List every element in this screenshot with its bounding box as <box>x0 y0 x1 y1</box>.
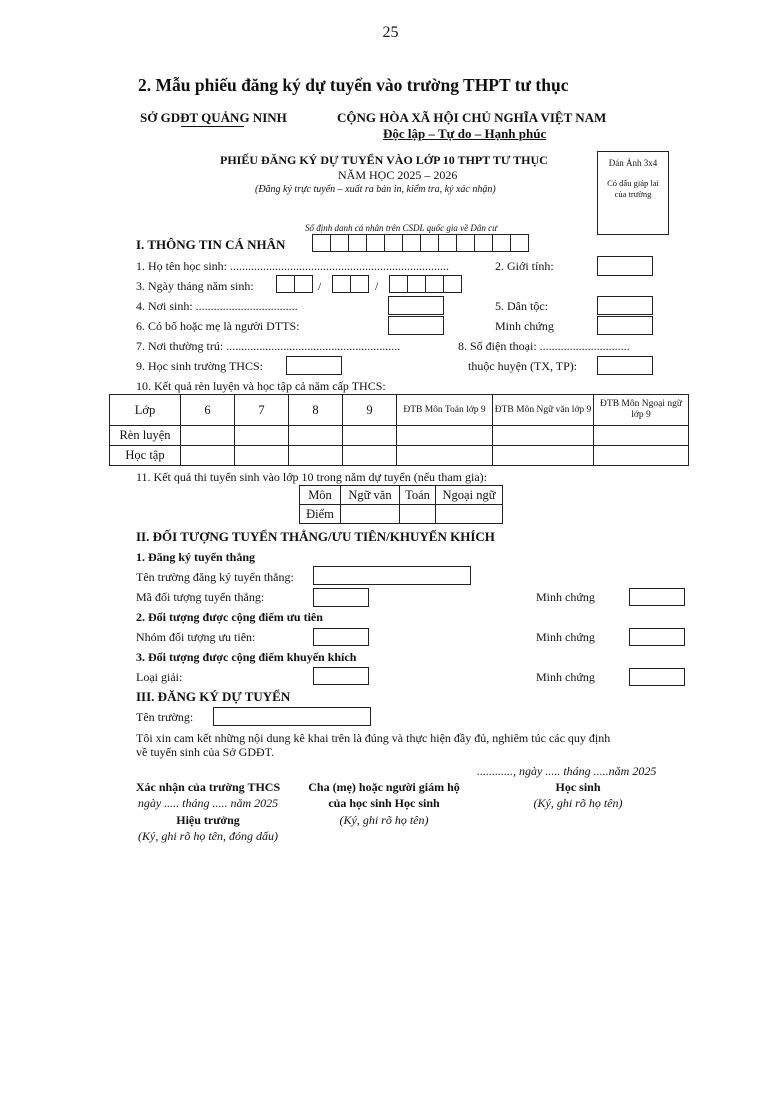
id-cell[interactable] <box>438 234 457 252</box>
cell[interactable] <box>235 446 289 466</box>
page-number: 25 <box>382 24 399 41</box>
birthplace-box[interactable] <box>388 296 444 315</box>
row-conduct: Rèn luyện <box>110 426 181 446</box>
dob-cell[interactable] <box>332 275 351 293</box>
direct-code-box[interactable] <box>313 588 369 607</box>
cell[interactable] <box>493 426 594 446</box>
award-type-label: Loại giải: <box>136 670 183 684</box>
cell[interactable] <box>594 426 689 446</box>
dob-cell[interactable] <box>350 275 369 293</box>
cell[interactable] <box>400 505 436 524</box>
cell[interactable] <box>397 446 493 466</box>
section3-title: III. ĐĂNG KÝ DỰ TUYỂN <box>136 689 291 704</box>
dob-slash: / <box>375 279 379 293</box>
cell[interactable] <box>289 446 343 466</box>
school-year: NĂM HỌC 2025 – 2026 <box>338 168 458 182</box>
encouragement-heading: 3. Đối tượng được cộng điểm khuyến khích <box>136 650 357 664</box>
dob-cell[interactable] <box>389 275 408 293</box>
cell[interactable] <box>181 446 235 466</box>
department-name: SỞ GDĐT QUẢNG NINH <box>140 110 287 125</box>
id-cell[interactable] <box>510 234 529 252</box>
award-type-box[interactable] <box>313 667 369 685</box>
form-subtitle: (Đăng ký trực tuyến – xuất ra bản in, kiểm tra, ký xác nhận) <box>255 184 496 195</box>
direct-school-label: Tên trường đăng ký tuyển thẳng: <box>136 570 294 584</box>
photo-box-label: Dán Ảnh 3x4 <box>608 158 658 168</box>
id-number-cells[interactable] <box>312 234 528 252</box>
middle-school-box[interactable] <box>286 356 342 375</box>
direct-school-box[interactable] <box>313 566 471 585</box>
section2-title: II. ĐỐI TƯỢNG TUYỂN THẲNG/ƯU TIÊN/KHUYẾN KHÍCH <box>136 529 495 544</box>
th-7: 7 <box>235 395 289 426</box>
photo-box <box>597 151 669 235</box>
target-school-label: Tên trường: <box>136 710 194 724</box>
photo-box-note: Có dấu giáp lai của trường <box>607 178 659 199</box>
direct-admission-heading: 1. Đăng ký tuyển thẳng <box>136 550 256 564</box>
cell[interactable] <box>594 446 689 466</box>
department-underline <box>181 126 244 127</box>
th-9: 9 <box>343 395 397 426</box>
evidence-label: Minh chứng <box>495 319 554 333</box>
row-academic: Học tập <box>110 446 181 466</box>
id-cell[interactable] <box>474 234 493 252</box>
award-evidence-box[interactable] <box>629 668 685 686</box>
target-school-box[interactable] <box>213 707 371 726</box>
principal-note: (Ký, ghi rõ họ tên, đóng dấu) <box>138 829 278 843</box>
exam-th-literature: Ngữ văn <box>341 486 400 505</box>
id-cell[interactable] <box>456 234 475 252</box>
th-8: 8 <box>289 395 343 426</box>
student-title: Học sinh <box>555 780 601 794</box>
cell[interactable] <box>343 446 397 466</box>
award-evidence-label: Minh chứng <box>536 670 595 684</box>
national-motto: Độc lập – Tự do – Hạnh phúc <box>383 126 547 141</box>
cell[interactable] <box>289 426 343 446</box>
dob-cell[interactable] <box>294 275 313 293</box>
student-note: (Ký, ghi rõ họ tên) <box>533 796 623 810</box>
th-6: 6 <box>181 395 235 426</box>
exam-results-label: 11. Kết quả thi tuyển sinh vào lớp 10 trong năm dự tuyển (nếu tham gia): <box>136 470 488 484</box>
th-foreign-language: ĐTB Môn Ngoại ngữ lớp 9 <box>594 395 689 426</box>
priority-evidence-box[interactable] <box>629 628 685 646</box>
phone-field: 8. Số điện thoại: .............................. <box>458 339 630 353</box>
results-table <box>109 394 689 466</box>
ethnic-minority-parent-label: 6. Có bố hoặc mẹ là người DTTS: <box>136 319 300 333</box>
dob-slash: / <box>318 279 322 293</box>
th-math: ĐTB Môn Toán lớp 9 <box>397 395 493 426</box>
school-confirm-date: ngày ..... tháng ..... năm 2025 <box>137 796 279 810</box>
cell[interactable] <box>493 446 594 466</box>
birthplace-field: 4. Nơi sinh: .................................. <box>136 299 298 313</box>
exam-row-score: Điểm <box>300 505 341 524</box>
dob-day-cells[interactable] <box>276 275 312 293</box>
exam-th-subject: Môn <box>300 486 341 505</box>
direct-evidence-box[interactable] <box>629 588 685 606</box>
id-cell[interactable] <box>330 234 349 252</box>
id-cell[interactable] <box>420 234 439 252</box>
dob-cell[interactable] <box>443 275 462 293</box>
district-label: thuộc huyện (TX, TP): <box>468 359 578 373</box>
parent-note: (Ký, ghi rõ họ tên) <box>339 813 429 827</box>
cell[interactable] <box>436 505 503 524</box>
ethnicity-label: 5. Dân tộc: <box>495 299 548 313</box>
id-cell[interactable] <box>384 234 403 252</box>
district-box[interactable] <box>597 356 653 375</box>
priority-evidence-label: Minh chứng <box>536 630 595 644</box>
section-heading: 2. Mẫu phiếu đăng ký dự tuyển vào trường THPT tư thục <box>138 75 569 95</box>
priority-heading: 2. Đối tượng được cộng điểm ưu tiên <box>136 610 323 624</box>
id-cell[interactable] <box>366 234 385 252</box>
school-confirm-title: Xác nhận của trường THCS <box>135 780 281 794</box>
residence-field: 7. Nơi thường trú: .......................................................... <box>136 339 401 353</box>
exam-th-foreign-language: Ngoại ngữ <box>436 486 503 505</box>
priority-group-box[interactable] <box>313 628 369 646</box>
dob-cell[interactable] <box>276 275 295 293</box>
cell[interactable] <box>341 505 400 524</box>
pledge-line1: Tôi xin cam kết những nội dung kê khai trên là đúng và thực hiện đầy đủ, nghiêm túc các quy định <box>136 731 611 745</box>
national-title: CỘNG HÒA XÃ HỘI CHỦ NGHĨA VIỆT NAM <box>337 110 607 125</box>
results-label: 10. Kết quả rèn luyện và học tập cả năm cấp THCS: <box>136 379 386 393</box>
ethnic-minority-parent-box[interactable] <box>388 316 444 335</box>
th-literature: ĐTB Môn Ngữ văn lớp 9 <box>493 395 594 426</box>
exam-table <box>299 485 503 524</box>
dob-year-cells[interactable] <box>389 275 461 293</box>
cell[interactable] <box>181 426 235 446</box>
pledge-line2: về tuyển sinh của Sở GDĐT. <box>136 745 275 759</box>
id-caption: Số định danh cá nhân trên CSDL quốc gia về Dân cư <box>305 223 497 233</box>
cell[interactable] <box>397 426 493 446</box>
principal-title: Hiệu trưởng <box>176 813 240 827</box>
cell[interactable] <box>343 426 397 446</box>
id-cell[interactable] <box>492 234 511 252</box>
full-name-field: 1. Họ tên học sinh: ......................................................................... <box>136 259 449 273</box>
evidence-box[interactable] <box>597 316 653 335</box>
exam-th-math: Toán <box>400 486 436 505</box>
gender-label: 2. Giới tính: <box>495 259 554 273</box>
id-cell[interactable] <box>402 234 421 252</box>
id-cell[interactable] <box>312 234 331 252</box>
gender-box[interactable] <box>597 256 653 276</box>
dob-cell[interactable] <box>425 275 444 293</box>
th-grade: Lớp <box>110 395 181 426</box>
section1-title: I. THÔNG TIN CÁ NHÂN <box>136 237 286 252</box>
ethnicity-box[interactable] <box>597 296 653 315</box>
dob-label: 3. Ngày tháng năm sinh: <box>136 279 254 293</box>
cell[interactable] <box>235 426 289 446</box>
signing-date: ............, ngày ..... tháng .....năm 2025 <box>477 764 657 778</box>
direct-evidence-label: Minh chứng <box>536 590 595 604</box>
direct-code-label: Mã đối tượng tuyển thẳng: <box>136 590 265 604</box>
dob-month-cells[interactable] <box>332 275 368 293</box>
middle-school-label: 9. Học sinh trường THCS: <box>136 359 263 373</box>
dob-cell[interactable] <box>407 275 426 293</box>
form-title: PHIẾU ĐĂNG KÝ DỰ TUYỂN VÀO LỚP 10 THPT TƯ THỤC <box>220 153 548 167</box>
priority-group-label: Nhóm đối tượng ưu tiên: <box>136 630 256 644</box>
parent-title: Cha (mẹ) hoặc người giám hộ <box>308 780 460 794</box>
parent-title-2: của học sinh Học sinh <box>328 796 440 810</box>
id-cell[interactable] <box>348 234 367 252</box>
